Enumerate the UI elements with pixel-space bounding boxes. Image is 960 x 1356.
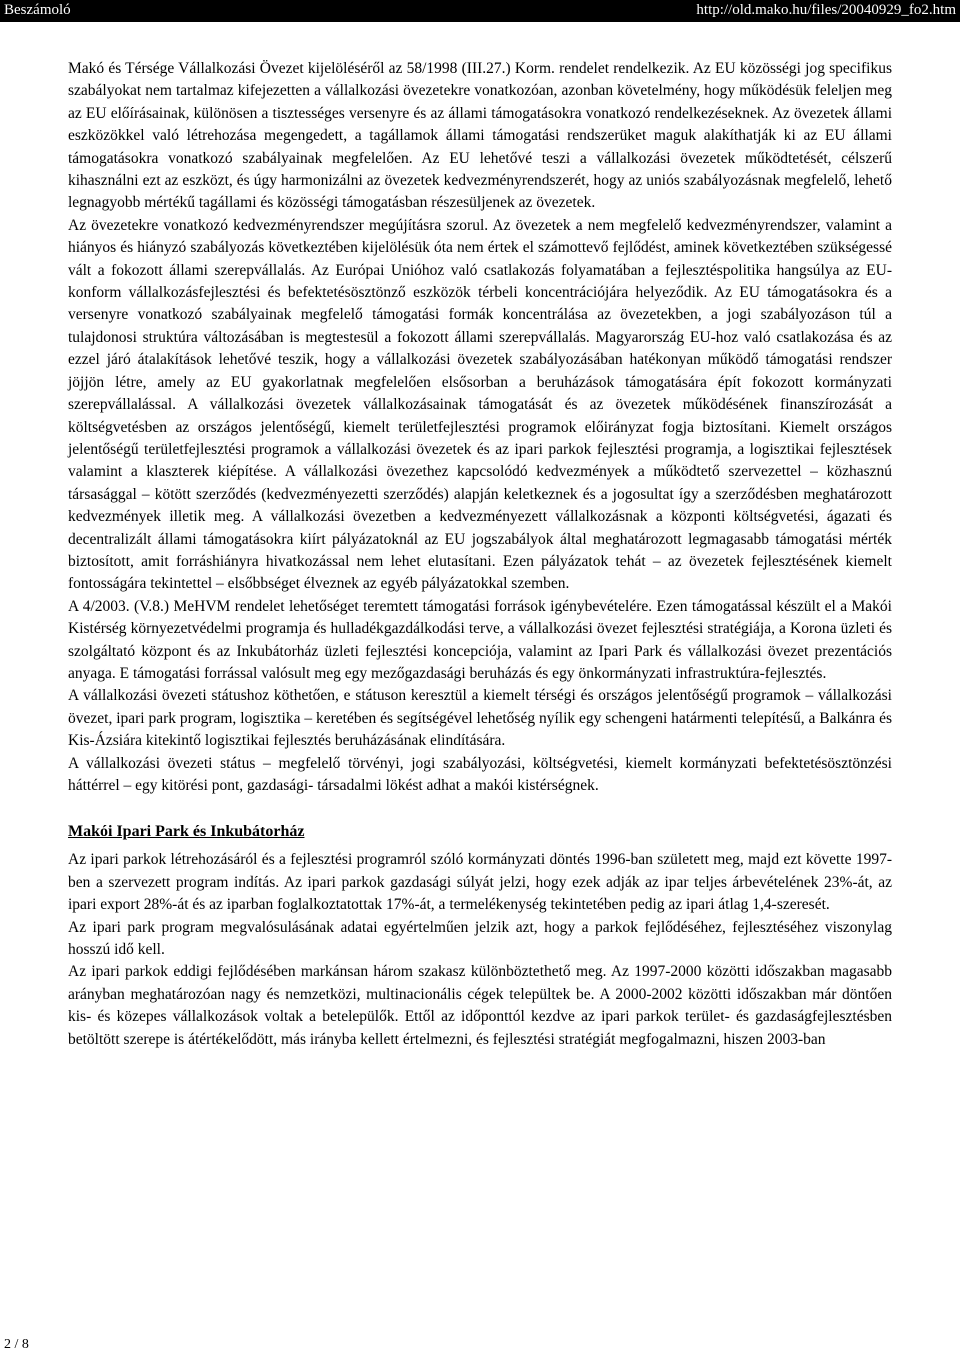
paragraph-3: A 4/2003. (V.8.) MeHVM rendelet lehetőséget teremtett támogatási források igénybevételére. Ezen támogatással készült el a Makói Kistérség környezetvédelmi programja és hulladékgazdálkodási terve, a vállalkozási övezet fejlesztési stratégiája, a Korona üzleti és szolgáltató központ és az Inkubátorház üzleti fejlesztési koncepciója, valamint az Ipari Park és vállalkozási övezet prezentációs anyaga. E támogatási forrással valósult meg egy mezőgazdasági beruházás és egy önkormányzati infrastruktúra-fejlesztés.: [68, 597, 892, 682]
browser-print-header: [0, 0, 960, 22]
section-paragraph-3: Az ipari parkok eddigi fejlődésében markánsan három szakasz különböztethető meg. Az 1997-2000 közötti időszakban magasabb arányban meghatározóan nagy és nemzetközi, multinacionális cégek települtek be. A 2000-2002 közötti időszakban már döntően kis- és közepes vállalkozások voltak a betelepülők. Ettől az időponttól kezdve az ipari parkok terület- és gazdaságfejlesztésben betöltött szerepe is átértékelődött, más irányba kellett értelmezni, és fejlesztési stratégiát megfogalmazni, hiszen 2003-ban: [68, 963, 892, 1048]
document-body: [68, 58, 892, 1051]
paragraph-4: A vállalkozási övezeti státushoz köthetően, e státuson keresztül a kiemelt térségi és országos jelentőségű programok – vállalkozási övezet, ipari park program, logisztika – keretében és segítségével lehetőség nyílik egy schengeni határmenti telepítésű, a Balkánra és Kis-Ázsiára kitekintő logisztikai fejlesztés beruházásának elindítására.: [68, 687, 892, 750]
document-title: Beszámoló: [4, 2, 71, 18]
section-heading: Makói Ipari Park és Inkubátorház: [68, 823, 305, 841]
section-paragraph-1: Az ipari parkok létrehozásáról és a fejlesztési programról szóló kormányzati döntés 1996-ban született meg, majd ezt követte 1997-ben a szervezett program indítás. Az ipari parkok gazdasági súlyát jelzi, hogy ezek adják az ipar teljes árbevételének 23%-át, az ipari export 28%-át és az iparban foglalkoztatottak 17%-át, a termelékenység tekintetében pedig az ipari átlag 1,4-szeresét.: [68, 851, 892, 914]
document-url: http://old.mako.hu/files/20040929_fo2.htm: [696, 2, 956, 18]
section-paragraph-2: Az ipari park program megvalósulásának adatai egyértelműen jelzik azt, hogy a parkok fejlődéséhez, fejlesztéséhez viszonylag hosszú idő kell.: [68, 918, 892, 959]
paragraph-2: Az övezetekre vonatkozó kedvezményrendszer megújításra szorul. Az övezetek a nem megfelelő kedvezményrendszer, valamint a hiányos és hiányzó szabályozás következtében kijelölésük óta nem értek el számottevő fejlődést, aminek következtében szükségessé vált a fokozott állami szerepvállalás. Az Európai Unióhoz való csatlakozás folyamatában a fejlesztéspolitika hangsúlya az EU-konform vállalkozásfejlesztési és befektetésösztönző eszközök térbeli koncentrációjára helyeződik. Az EU támogatásokra és a versenyre vonatkozó szabályainak megfelelő támogatási formák koncentrálása az övezetekben, a jogi szabályozáson túl a tulajdonosi struktúra változásában is megtestesül a fokozott állami szerepvállalás. Magyarország EU-hoz való csatlakozása és az ezzel járó átalakítások lehetővé teszik, hogy a vállalkozási övezetek szabályozásában hatékonyan működő támogatási rendszer jöjjön létre, amely az EU gyakorlatnak megfelelően elsősorban a beruházások támogatására épít fokozott kormányzati szerepvállalással. A vállalkozási övezetek vállalkozásainak támogatását és az övezetek működésének finanszírozását a költségvetésben az országos jelentőségű, kiemelt területfejlesztési programok előirányzat fogja biztosítani. Kiemelt országos jelentőségű területfejlesztési programok a vállalkozási övezetek és az ipari parkok fejlesztési programja, a logisztikai fejlesztések valamint a klaszterek kiépítése. A vállalkozási övezethez kapcsolódó kedvezmények a működtető szervezettel – közhasznú társasággal – kötött szerződés (kedvezményezetti szerződés) alapján keletkeznek és a jogosultat így a szerződésben meghatározott kedvezmények illetik meg. A vállalkozási övezetben a kedvezményezett vállalkozásnak a központi költségvetési, ágazati és decentralizált állami támogatásokra kiírt pályázatoknál az EU jogszabályok által meghatározott legmagasabb támogatási mérték biztosított, amit forráshiányra hivatkozással nem lehet elutasítani. Ezen pályázatok tehát – az övezetek fejlesztésének kiemelt fontosságára tekintettel – elsőbbséget élveznek az egyéb pályázatokkal szemben.: [68, 216, 892, 593]
paragraph-5: A vállalkozási övezeti státus – megfelelő törvényi, jogi szabályozási, költségvetési, kiemelt kormányzati befektetésösztönzési háttérrel – egy kitörési pont, gazdasági- társadalmi lökést adhat a makói kistérségnek.: [68, 754, 892, 794]
page-number: 2 / 8: [4, 1337, 29, 1352]
paragraph-1: Makó és Térsége Vállalkozási Övezet kijelöléséről az 58/1998 (III.27.) Korm. rendelet rendelkezik. Az EU közösségi jog specifikus szabályokat nem tartalmaz kifejezetten a vállalkozási övezetekre vonatkozóan, azonban követelmény, hogy működésük feleljen meg az EU előírásainak, különösen a tisztességes versenyre és az állami támogatásokra vonatkozó rendelkezéseknek. Az övezetek állami eszközökkel való létrehozása megengedett, a tagállamok állami támogatási rendszerüket maguk alakíthatják ki az EU állami támogatásokra vonatkozó szabályainak megfelelően. Az EU lehetővé teszi a vállalkozási övezetek működtetését, célszerű kihasználni ezt az eszközt, és úgy harmonizálni az övezetek kedvezményrendszerét, hogy az uniós szabályozásnak megfelelő, lehető legnagyobb mértékű tagállami és közösségi támogatásban részesüljenek az övezetek.: [68, 60, 892, 212]
